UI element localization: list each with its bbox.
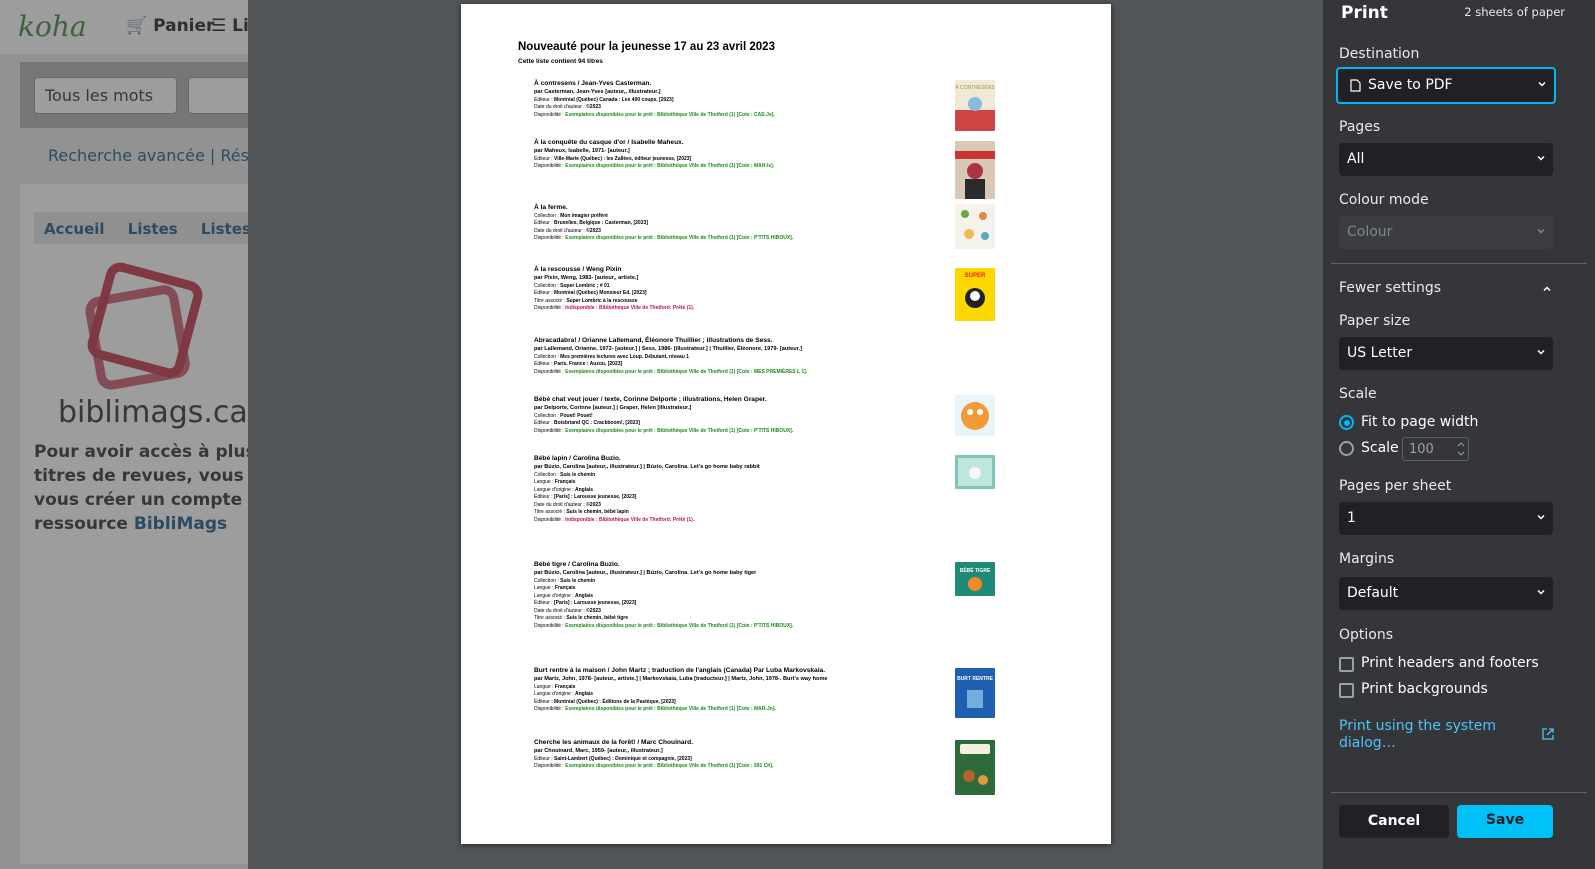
record-detail-value: Suis le chemin, bébé tigre — [566, 615, 629, 622]
record-entry — [534, 140, 964, 172]
record-entry — [534, 81, 964, 120]
record-detail-label: Éditeur : — [534, 755, 555, 762]
record-detail-value: Suis le chemin — [560, 471, 596, 478]
paper-size-label: Paper size — [1339, 313, 1411, 329]
cancel-button[interactable]: Cancel — [1339, 805, 1449, 838]
availability-available: Exemplaires disponibles pour le prêt : Bibliothèque Ville de Thetford (1) [Cote : P'TITS HIBOUX]. — [565, 235, 794, 242]
record-detail-label: Langue d'origine : — [534, 691, 575, 698]
margins-label: Margins — [1339, 551, 1395, 567]
availability-available: Exemplaires disponibles pour le prêt : Bibliothèque Ville de Thetford (1) [Cote : P'TITS HIBOUX]. — [565, 427, 794, 434]
record-detail-value: Super Lombric ; # 01 — [560, 282, 610, 289]
record-detail — [534, 609, 964, 614]
record-detail-label: Éditeur : — [534, 220, 555, 227]
record-detail — [534, 594, 964, 599]
record-detail-label: Éditeur : — [534, 361, 555, 368]
colour-mode-select — [1339, 216, 1553, 249]
record-detail-label: Date du droit d'auteur : — [534, 501, 587, 508]
book-cover-casque-or — [955, 141, 995, 199]
record-title[interactable]: Bébé lapin / Carolina Buzio. — [534, 455, 621, 462]
stepper-icon[interactable] — [1457, 440, 1465, 458]
record-detail-value: Suis le chemin — [560, 577, 596, 584]
headers-footers-label[interactable]: Print headers and footers — [1361, 655, 1539, 671]
chevron-down-icon — [1535, 586, 1547, 598]
record-detail-value: Paris, France : Auzou, [2023] — [554, 361, 623, 368]
record-detail-value: par Búzio, Carolina [auteur,, illustrateur.] | Búzio, Carolina. Let's go home baby rabbit — [534, 463, 760, 470]
record-entry — [534, 205, 964, 244]
availability-label: Disponibilité : — [534, 305, 566, 312]
record-detail — [534, 90, 964, 96]
save-button[interactable]: Save — [1457, 805, 1553, 838]
colour-mode-value: Colour — [1347, 224, 1393, 240]
svg-text:BÉBÉ TIGRE: BÉBÉ TIGRE — [959, 568, 991, 574]
print-title: Print — [1341, 3, 1388, 23]
availability-available: Exemplaires disponibles pour le prêt : Bibliothèque Ville de Thetford (1) [Cote : MAR-Jo]. — [565, 706, 776, 713]
record-detail-value: ©2023 — [586, 501, 601, 508]
record-detail-label: Collection : — [534, 353, 561, 360]
record-detail — [534, 480, 964, 485]
record-detail-value: Bruxelles, Belgique : Casterman, [2023] — [554, 220, 648, 227]
destination-label: Destination — [1339, 46, 1420, 62]
record-availability — [534, 113, 964, 118]
destination-select[interactable] — [1336, 67, 1556, 104]
record-detail-value: par Casterman, Jean-Yves [auteur,, illustrateur.] — [534, 88, 661, 95]
record-detail-label: Éditeur : — [534, 155, 555, 162]
svg-text:BURT RENTRE: BURT RENTRE — [957, 676, 993, 682]
record-detail — [534, 362, 964, 367]
record-detail — [534, 149, 964, 155]
availability-available: Exemplaires disponibles pour le prêt : Bibliothèque Ville de Thetford (1) [Cote : CAS-Je]. — [565, 111, 775, 118]
fewer-settings-toggle[interactable] — [1339, 280, 1553, 296]
pages-per-sheet-select[interactable] — [1339, 502, 1553, 535]
record-detail — [534, 355, 964, 360]
external-link-icon[interactable] — [1541, 727, 1555, 741]
record-detail-value: Anglais — [575, 486, 594, 493]
scale-input-value: 100 — [1409, 442, 1434, 457]
record-entry — [534, 668, 964, 715]
record-availability — [534, 518, 964, 523]
record-availability — [534, 764, 964, 769]
record-detail-value: Montréal (Québec) Monsieur Ed, [2023] — [554, 290, 647, 297]
record-detail — [534, 616, 964, 621]
record-detail — [534, 473, 964, 478]
availability-available: Exemplaires disponibles pour le prêt : Bibliothèque Ville de Thetford (1) [Cote : MAH-Is]. — [565, 163, 775, 170]
pages-value: All — [1347, 151, 1365, 167]
record-detail-value: Anglais — [575, 592, 594, 599]
record-detail — [534, 221, 964, 226]
document-title: Nouveauté pour la jeunesse 17 au 23 avril 2023 — [518, 41, 775, 53]
record-detail-label: Titre associé : — [534, 297, 567, 304]
record-detail-value: par Martz, John, 1978- [auteur,, artiste.] | Markovskaia, Luba [traducteur.] | Martz, John, 1978-. Burt's way home — [534, 675, 828, 682]
record-detail — [534, 105, 964, 110]
fit-to-width-label[interactable]: Fit to page width — [1361, 414, 1479, 430]
availability-available: Exemplaires disponibles pour le prêt : Bibliothèque Ville de Thetford (1) [Cote : P'TITS HIBOUX]. — [565, 622, 794, 629]
margins-value: Default — [1347, 585, 1399, 601]
record-detail-value: par Chouinard, Marc, 1959- [auteur,, illustrateur.] — [534, 747, 663, 754]
availability-unavailable: Indisponible : Bibliothèque Ville de Thetford: Prêté (1). — [565, 305, 695, 312]
record-detail-value: Mes premières lectures avec Loup. Débutant, niveau 1 — [560, 353, 690, 360]
record-detail-value: par Maheux, Isabelle, 1971- [auteur.] — [534, 147, 630, 154]
availability-label: Disponibilité : — [534, 706, 566, 713]
book-cover-bebe-tigre — [955, 562, 995, 596]
record-detail-value: [Paris] : Larousse jeunesse, [2023] — [554, 600, 637, 607]
fewer-settings-label: Fewer settings — [1339, 280, 1441, 296]
record-detail-label: Langue : — [534, 585, 555, 592]
record-detail-value: par Delporte, Corinne [auteur.] | Graper, Helen [illustrateur.] — [534, 404, 692, 411]
record-detail — [534, 601, 964, 606]
record-detail-value: ©2023 — [586, 227, 601, 234]
options-label: Options — [1339, 627, 1394, 643]
availability-label: Disponibilité : — [534, 111, 566, 118]
record-detail — [534, 229, 964, 234]
record-availability — [534, 429, 964, 434]
divider — [1331, 263, 1587, 264]
record-detail-label: Collection : — [534, 577, 561, 584]
book-cover-bebe-lapin — [955, 455, 995, 489]
record-detail-value: par Búzio, Carolina [auteur,, illustrateur.] | Búzio, Carolina. Let's go home baby tiger — [534, 569, 757, 576]
record-title[interactable]: Abracadabra! / Orianne Lallemand, Éléonore Thuillier ; illustrations de Sess. — [534, 337, 773, 344]
record-availability — [534, 624, 964, 629]
book-cover-super-lombric — [955, 268, 995, 321]
record-detail — [534, 284, 964, 289]
chevron-down-icon — [1535, 225, 1547, 237]
document-count: Cette liste contient 94 titres — [518, 58, 603, 65]
record-detail-label: Titre associé : — [534, 509, 567, 516]
record-detail-value: ©2023 — [586, 607, 601, 614]
record-detail — [534, 749, 964, 755]
custom-scale-label[interactable]: Scale — [1361, 440, 1399, 456]
pages-per-sheet-value: 1 — [1347, 510, 1356, 526]
record-detail-value: [Paris] : Larousse jeunesse, [2023] — [554, 494, 637, 501]
availability-available: Exemplaires disponibles pour le prêt : Bibliothèque Ville de Thetford (1) [Cote : 591 Ch]. — [565, 763, 774, 770]
record-detail-value: Saint-Lambert (Québec) : Dominique et compagnie, [2023] — [554, 755, 692, 762]
record-detail-label: Éditeur : — [534, 600, 555, 607]
availability-label: Disponibilité : — [534, 368, 566, 375]
book-cover-bebe-chat — [955, 395, 995, 436]
headers-footers-checkbox[interactable] — [1339, 657, 1354, 672]
availability-available: Exemplaires disponibles pour le prêt : Bibliothèque Ville de Thetford (1) [Cote : MES PREMIÈRES L 1]. — [565, 368, 808, 375]
sheet-count: 2 sheets of paper — [1464, 5, 1565, 19]
availability-label: Disponibilité : — [534, 235, 566, 242]
record-detail-label: Titre associé : — [534, 615, 567, 622]
record-detail-value: par Pixin, Weng, 1983- [auteur,, artiste.] — [534, 274, 639, 281]
destination-value: Save to PDF — [1368, 77, 1453, 93]
chevron-up-icon — [1541, 283, 1553, 295]
colour-mode-label: Colour mode — [1339, 192, 1429, 208]
record-detail-value: Anglais — [575, 691, 594, 698]
svg-text:SUPER: SUPER — [964, 273, 986, 279]
chevron-down-icon — [1535, 346, 1547, 358]
record-detail — [534, 421, 964, 426]
book-cover-burt — [955, 668, 995, 718]
record-availability — [534, 236, 964, 241]
print-settings-panel — [1323, 0, 1595, 869]
record-detail — [534, 495, 964, 500]
record-detail-value: Suis le chemin, bébé lapin — [566, 509, 629, 516]
record-availability — [534, 370, 964, 375]
record-detail-value: par Lallemand, Orianne, 1972- [auteur.] | Sess, 1986- [illustrateur.] | Thuillier, Éléonore, 1979- [auteur.] — [534, 345, 802, 352]
record-availability — [534, 707, 964, 712]
record-detail-value: Français — [554, 683, 576, 690]
print-preview-page — [461, 4, 1111, 844]
record-detail — [534, 692, 964, 697]
record-detail-value: Mon imagier préféré — [560, 212, 608, 219]
record-detail — [534, 510, 964, 515]
record-detail-label: Éditeur : — [534, 290, 555, 297]
record-detail-value: Super Lombric à la rescousse — [566, 297, 638, 304]
record-title[interactable]: Burt rentre à la maison / John Martz ; traduction de l'anglais (Canada) Par Luba Markovskaia. — [534, 667, 826, 674]
record-title[interactable]: À la conquête du casque d'or / Isabelle Maheux. — [534, 139, 684, 146]
paper-size-select[interactable] — [1339, 337, 1553, 370]
record-detail — [534, 579, 964, 584]
record-availability — [534, 164, 964, 169]
backgrounds-checkbox[interactable] — [1339, 683, 1354, 698]
record-detail — [534, 299, 964, 304]
record-detail-label: Langue : — [534, 683, 555, 690]
record-entry — [534, 338, 964, 377]
record-title[interactable]: À la ferme. — [534, 204, 568, 211]
availability-label: Disponibilité : — [534, 163, 566, 170]
record-detail — [534, 503, 964, 508]
pages-select[interactable] — [1339, 143, 1553, 176]
record-entry — [534, 397, 964, 436]
record-detail — [534, 757, 964, 762]
record-detail — [534, 291, 964, 296]
svg-text:À CONTRESENS: À CONTRESENS — [955, 85, 995, 91]
record-title[interactable]: À contresens / Jean-Yves Casterman. — [534, 80, 652, 87]
record-availability — [534, 306, 964, 311]
record-title[interactable]: À la rescousse / Weng Pixin — [534, 266, 622, 273]
record-detail-label: Date du droit d'auteur : — [534, 227, 587, 234]
record-detail-label: Date du droit d'auteur : — [534, 607, 587, 614]
record-detail — [534, 677, 964, 683]
record-detail-value: Montréal (Québec) Canada : Les 400 coups, [2023] — [554, 96, 674, 103]
chevron-down-icon — [1535, 511, 1547, 523]
record-title[interactable]: Cherche les animaux de la forêt! / Marc Chouinard. — [534, 739, 694, 746]
record-detail — [534, 700, 964, 705]
record-detail — [534, 406, 964, 412]
record-detail-label: Éditeur : — [534, 96, 555, 103]
record-entry — [534, 740, 964, 772]
book-cover-ferme — [955, 204, 995, 249]
availability-label: Disponibilité : — [534, 763, 566, 770]
chevron-down-icon — [1535, 152, 1547, 164]
backgrounds-label[interactable]: Print backgrounds — [1361, 681, 1488, 697]
record-detail-value: Boisbriand QC : Crackboom!, [2023] — [554, 420, 640, 427]
record-detail — [534, 276, 964, 282]
scale-label: Scale — [1339, 386, 1377, 402]
record-detail — [534, 465, 964, 471]
record-detail-label: Éditeur : — [534, 494, 555, 501]
record-detail-label: Collection : — [534, 282, 561, 289]
record-detail — [534, 586, 964, 591]
availability-label: Disponibilité : — [534, 622, 566, 629]
record-entry — [534, 562, 964, 631]
record-detail-label: Langue d'origine : — [534, 486, 575, 493]
record-detail-label: Collection : — [534, 212, 561, 219]
custom-scale-radio[interactable] — [1339, 441, 1354, 456]
record-detail — [534, 347, 964, 353]
record-detail-label: Date du droit d'auteur : — [534, 104, 587, 111]
record-detail-value: Ville-Marie (Québec) : les Zallées, éditeur jeunesse, [2023] — [554, 155, 692, 162]
system-dialog-link[interactable]: Print using the system dialog… — [1339, 718, 1496, 751]
availability-label: Disponibilité : — [534, 427, 566, 434]
record-entry — [534, 267, 964, 314]
pages-label: Pages — [1339, 119, 1381, 135]
record-detail-label: Langue : — [534, 479, 555, 486]
record-detail-label: Éditeur : — [534, 698, 555, 705]
record-detail-value: Français — [554, 585, 576, 592]
paper-size-value: US Letter — [1347, 345, 1413, 361]
record-detail — [534, 98, 964, 103]
record-detail-value: Français — [554, 479, 576, 486]
record-detail-value: Pouet! Pouet! — [560, 412, 593, 419]
record-detail-label: Collection : — [534, 471, 561, 478]
record-detail — [534, 157, 964, 162]
record-title[interactable]: Bébé tigre / Carolina Buzio. — [534, 561, 620, 568]
document-icon — [1350, 79, 1361, 92]
scale-input[interactable] — [1402, 437, 1469, 461]
record-detail-label: Langue d'origine : — [534, 592, 575, 599]
margins-select[interactable] — [1339, 577, 1553, 610]
record-entry — [534, 456, 964, 525]
record-detail-label: Éditeur : — [534, 420, 555, 427]
book-cover-contresens — [955, 80, 995, 131]
record-detail — [534, 488, 964, 493]
record-detail — [534, 685, 964, 690]
record-detail-value: ©2023 — [586, 104, 601, 111]
record-detail-label: Collection : — [534, 412, 561, 419]
pages-per-sheet-label: Pages per sheet — [1339, 478, 1452, 494]
book-cover-animaux-foret — [955, 740, 995, 795]
record-detail-value: Montréal (Québec) : Éditions de la Pastèque, [2023] — [554, 698, 676, 705]
chevron-down-icon — [1536, 78, 1548, 90]
record-detail — [534, 571, 964, 577]
record-title[interactable]: Bébé chat veut jouer / texte, Corinne Delporte ; illustrations, Helen Graper. — [534, 396, 767, 403]
availability-unavailable: Indisponible : Bibliothèque Ville de Thetford: Prêté (1). — [565, 516, 695, 523]
fit-to-width-radio[interactable] — [1339, 415, 1354, 430]
record-detail — [534, 414, 964, 419]
availability-label: Disponibilité : — [534, 516, 566, 523]
record-detail — [534, 214, 964, 219]
